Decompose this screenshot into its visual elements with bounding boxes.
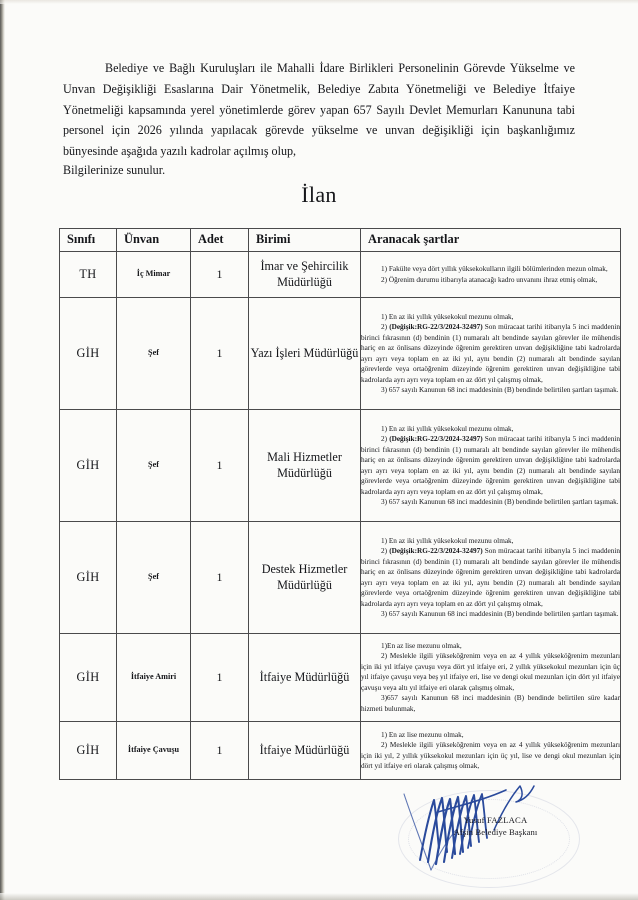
sart-item: 3)657 sayılı Kanunun 68 inci maddesinin (B) bendinde belirtilen süre kadar hizmeti bulunmak, (361, 694, 620, 713)
cell-adet: 1 (191, 252, 249, 298)
column-header-birimi: Birimi (249, 229, 361, 252)
sart-item: 2) Öğrenim durumu itibarıyla atanacağı kadro unvanını ihraz etmiş olmak, (381, 275, 598, 284)
cell-birimi: İmar ve Şehircilik Müdürlüğü (249, 252, 361, 298)
cell-sinifi: GİH (60, 298, 117, 410)
cell-sinifi: TH (60, 252, 117, 298)
cell-sinifi: GİH (60, 634, 117, 722)
cell-birimi: İtfaiye Müdürlüğü (249, 722, 361, 780)
cell-unvan: İtfaiye Çavuşu (117, 722, 191, 780)
table-body (60, 252, 621, 780)
cell-sartlar (361, 634, 621, 722)
cell-sartlar (361, 722, 621, 780)
sart-item: 2) Meslekle ilgili yükseköğrenim veya en az 4 yıllık yükseköğrenim mezunları için iki yıl itfaiye çavuşu veya dört yıl itfaiye eri, 2 yıllık yüksekokul mezunları için üç yıl itfaiye çavuşu veya beş yıl itfaiye eri, lise ve dengi okul mezunları için dört yıl itfaiye çavuşu veya altı yıl itfaiye eri olarak çalışmış olmak, (361, 652, 620, 692)
cell-adet: 1 (191, 634, 249, 722)
sart-item: 2) (Değişik:RG-22/3/2024-32497) Son müracaat tarihi itibarıyla 5 inci maddenin birinci fıkrasının (d) bendinin (1) numaralı alt bendinde sayılan görevler ile mühendis hariç en az önlisans düzeyinde öğrenim gerektiren unvan değişikliğine tabi kadrolarda ayrı ayrı veya toplam en az iki yıl, aynı bendin (2) numaralı alt bendinde sayılan görevlerde veya ortaöğrenim düzeyinde öğrenim gerektiren unvan değişikliğine tabi kadrolarda ayrı ayrı veya toplam en az dört yıl çalışmış olmak, (361, 435, 620, 496)
signatory-name: Yusuf FAZLACA (463, 815, 528, 825)
table-row (60, 722, 621, 780)
column-header-sartlar: Aranacak şartlar (361, 229, 621, 252)
sart-item: 1) En az iki yıllık yüksekokul mezunu olmak, (381, 424, 514, 433)
cell-birimi: Yazı İşleri Müdürlüğü (249, 298, 361, 410)
signatory-role: Afşin Belediye Başkanı (453, 827, 538, 838)
regards-line: Bilgilerinize sunulur. (63, 163, 166, 177)
cell-sinifi: GİH (60, 522, 117, 634)
signature-block (408, 814, 583, 839)
cell-unvan: İtfaiye Amiri (117, 634, 191, 722)
sart-item: 1) En az iki yıllık yüksekokul mezunu olmak, (381, 536, 514, 545)
cell-adet: 1 (191, 410, 249, 522)
cell-unvan: Şef (117, 522, 191, 634)
official-round-stamp (398, 790, 580, 888)
cell-sartlar (361, 298, 621, 410)
sart-item: 1) En az lise mezunu olmak, (381, 730, 464, 739)
intro-paragraph-text: Belediye ve Bağlı Kuruluşları ile Mahalli İdare Birlikleri Personelinin Görevde Yükselme ve Unvan Değişikliği Esaslarına Dair Yönetmelik, Belediye Zabıta Yönetmeliği ve Belediye İtfaiye Yönetmeliği kapsamında yerel yönetimlerde görev yapan 657 Sayılı Devlet Memurları Kanununa tabi personel için 2026 yılında yapılacak görevde yükselme ve unvan değişikliği için başkanlığımız bünyesinde aşağıda yazılı kadrolar açılmış olup, (63, 61, 575, 159)
cell-birimi: Destek Hizmetler Müdürlüğü (249, 522, 361, 634)
cell-sartlar (361, 522, 621, 634)
table-header (60, 229, 621, 252)
cell-sinifi: GİH (60, 722, 117, 780)
sart-item: 2) Meslekle ilgili yükseköğrenim veya en az 4 yıllık yükseköğrenim mezunları için iki yıl, 2 yıllık yüksekokul mezunları için üç yıl, lise ve dengi okul mezunları için dört yıl itfaiye eri olarak çalışmış olmak, (361, 741, 620, 770)
sart-item: 1) Fakülte veya dört yıllık yüksekokulların ilgili bölümlerinden mezun olmak, (381, 265, 608, 273)
sart-item: 3) 657 sayılı Kanunun 68 inci maddesinin (B) bendinde belirtilen şartları taşımak. (381, 498, 619, 506)
cell-unvan: Şef (117, 298, 191, 410)
scan-edge-top (0, 0, 638, 4)
sart-item: 2) (Değişik:RG-22/3/2024-32497) Son müracaat tarihi itibarıyla 5 inci maddenin birinci fıkrasının (d) bendinin (1) numaralı alt bendinde sayılan görevler ile mühendis hariç en az önlisans düzeyinde öğrenim gerektiren unvan değişikliğine tabi kadrolarda ayrı ayrı veya toplam en az iki yıl, aynı bendin (2) numaralı alt bendinde sayılan görevlerde veya ortaöğrenim düzeyinde öğrenim gerektiren unvan değişikliğine tabi kadrolarda ayrı ayrı veya toplam en az dört yıl çalışmış olmak, (361, 323, 620, 384)
kadro-table (59, 228, 621, 780)
scan-edge-bottom (0, 893, 638, 900)
cell-sartlar (361, 252, 621, 298)
cell-unvan: Şef (117, 410, 191, 522)
page-title: İlan (301, 182, 337, 207)
table-row (60, 252, 621, 298)
scan-edge-left (0, 0, 5, 900)
cell-sartlar (361, 410, 621, 522)
table-row (60, 298, 621, 410)
column-header-sinifi: Sınıfı (60, 229, 117, 252)
column-header-adet: Adet (191, 229, 249, 252)
sart-item: 3) 657 sayılı Kanunun 68 inci maddesinin (B) bendinde belirtilen şartları taşımak. (381, 610, 619, 618)
table-row (60, 410, 621, 522)
table-header-row (60, 229, 621, 252)
sart-item: 1)En az lise mezunu olmak, (381, 641, 462, 650)
cell-birimi: Mali Hizmetler Müdürlüğü (249, 410, 361, 522)
table-row (60, 634, 621, 722)
column-header-unvan: Ünvan (117, 229, 191, 252)
table-row (60, 522, 621, 634)
sart-item: 2) (Değişik:RG-22/3/2024-32497) Son müracaat tarihi itibarıyla 5 inci maddenin birinci fıkrasının (d) bendinin (1) numaralı alt bendinde sayılan görevler ile mühendis hariç en az önlisans düzeyinde öğrenim gerektiren unvan değişikliğine tabi kadrolarda ayrı ayrı veya toplam en az iki yıl, aynı bendin (2) numaralı alt bendinde sayılan görevlerde veya ortaöğrenim düzeyinde öğrenim gerektiren unvan değişikliğine tabi kadrolarda ayrı ayrı veya toplam en az dört yıl çalışmış olmak, (361, 547, 620, 608)
cell-adet: 1 (191, 298, 249, 410)
cell-adet: 1 (191, 722, 249, 780)
cell-birimi: İtfaiye Müdürlüğü (249, 634, 361, 722)
cell-unvan: İç Mimar (117, 252, 191, 298)
sart-item: 1) En az iki yıllık yüksekokul mezunu olmak, (381, 312, 514, 321)
cell-adet: 1 (191, 522, 249, 634)
intro-paragraph (63, 58, 575, 162)
sart-item: 3) 657 sayılı Kanunun 68 inci maddesinin (B) bendinde belirtilen şartları taşımak. (381, 386, 619, 394)
cell-sinifi: GİH (60, 410, 117, 522)
